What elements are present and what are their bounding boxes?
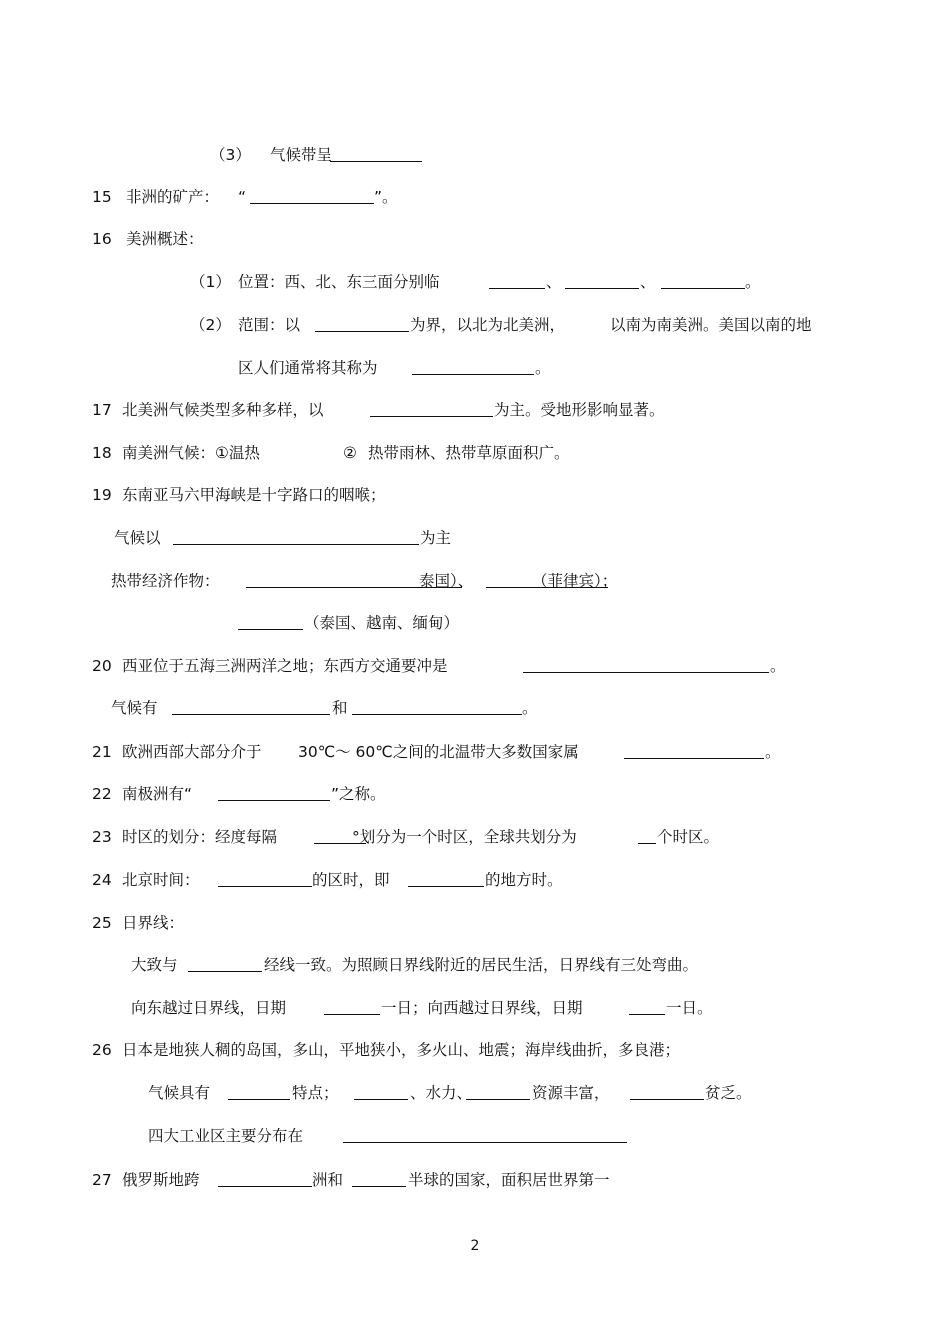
- item-text: 向东越过日界线，日期: [131, 999, 287, 1017]
- question-number: 17: [92, 401, 112, 419]
- question-text: 洲和: [312, 1171, 344, 1189]
- question-number: 24: [92, 871, 112, 889]
- question-text: 个时区。: [657, 828, 720, 846]
- question-text: 30℃～ 60℃之间的北温带大多数国家属: [298, 743, 579, 761]
- question-text: 南极洲有“: [122, 785, 193, 803]
- answer-blank[interactable]: [324, 996, 380, 1015]
- item-text: 和: [332, 699, 348, 717]
- question-number: 22: [92, 785, 112, 803]
- item-marker: （1）: [190, 273, 231, 291]
- item-text: 、水力、: [410, 1084, 473, 1102]
- answer-blank[interactable]: [489, 270, 545, 289]
- answer-blank[interactable]: [352, 696, 522, 715]
- answer-blank[interactable]: [466, 1081, 530, 1100]
- item-text: 为主: [420, 529, 452, 547]
- question-number: 19: [92, 486, 112, 504]
- question-number: 26: [92, 1041, 112, 1059]
- question-text: 非洲的矿产：: [126, 188, 220, 206]
- answer-blank[interactable]: [315, 313, 409, 332]
- question-number: 15: [92, 188, 112, 206]
- item-text: 位置：西、北、东三面分别临: [238, 273, 440, 291]
- question-text: 时区的划分：经度每隔: [122, 828, 278, 846]
- item-marker: （2）: [190, 316, 231, 334]
- item-text: 四大工业区主要分布在: [148, 1127, 304, 1145]
- question-number: 27: [92, 1171, 112, 1189]
- item-text: （泰国、越南、缅甸）: [304, 614, 460, 632]
- item-marker: （3）: [210, 146, 251, 164]
- question-text: 的地方时。: [485, 871, 563, 889]
- answer-blank[interactable]: [629, 996, 665, 1015]
- answer-blank[interactable]: [173, 526, 419, 545]
- question-text: 南美洲气候：①温热: [122, 444, 260, 462]
- item-text: 经线一致。为照顾日界线附近的居民生活，日界线有三处弯曲。: [264, 956, 699, 974]
- question-text: 俄罗斯地跨: [122, 1171, 200, 1189]
- answer-blank[interactable]: [238, 611, 303, 630]
- item-text: 气候具有: [148, 1084, 211, 1102]
- answer-blank[interactable]: [412, 356, 534, 375]
- item-text: 一日。: [666, 999, 713, 1017]
- item-text: 一日；向西越过日界线，日期: [381, 999, 583, 1017]
- answer-blank[interactable]: [638, 825, 656, 844]
- answer-blank[interactable]: [172, 696, 330, 715]
- question-text: 北京时间：: [122, 871, 200, 889]
- answer-blank[interactable]: [330, 143, 422, 162]
- answer-blank[interactable]: [354, 1081, 408, 1100]
- period: 。: [522, 699, 538, 717]
- question-text: ”之称。: [331, 785, 386, 803]
- item-text: 特点；: [292, 1084, 339, 1102]
- answer-blank[interactable]: [343, 1124, 627, 1143]
- question-text: 美洲概述：: [126, 230, 204, 248]
- item-text: 气候有: [111, 699, 158, 717]
- answer-blank[interactable]: [228, 1081, 290, 1100]
- question-number: 18: [92, 444, 112, 462]
- answer-blank[interactable]: [661, 270, 745, 289]
- question-text: 东南亚马六甲海峡是十字路口的咽喉；: [122, 486, 386, 504]
- answer-blank[interactable]: [352, 1168, 406, 1187]
- answer-blank[interactable]: [408, 868, 484, 887]
- item-text: 泰国）、: [419, 572, 474, 590]
- question-number: 16: [92, 230, 112, 248]
- period: 。: [765, 743, 781, 761]
- answer-blank[interactable]: [218, 782, 330, 801]
- quote-close: ”。: [374, 188, 398, 206]
- question-text: 半球的国家，面积居世界第一: [408, 1171, 610, 1189]
- answer-blank[interactable]: [624, 740, 764, 759]
- item-text: 大致与: [131, 956, 178, 974]
- question-text: 欧洲西部大部分介于: [122, 743, 262, 761]
- item-text: 以南为南美洲。美国以南的地: [610, 316, 812, 334]
- answer-blank[interactable]: [370, 398, 493, 417]
- separator: 、: [640, 273, 656, 291]
- question-text: 日本是地狭人稠的岛国，多山，平地狭小，多火山、地震；海岸线曲折，多良港；: [122, 1041, 681, 1059]
- question-text: °划分为一个时区，全球共划分为: [352, 828, 577, 846]
- item-text: 贫乏。: [705, 1084, 752, 1102]
- question-text: 的区时，即: [312, 871, 390, 889]
- item-text: 热带经济作物：: [111, 572, 220, 590]
- question-number: 21: [92, 743, 112, 761]
- item-text: 气候以: [114, 529, 161, 547]
- question-text: 热带雨林、热带草原面积广。: [368, 444, 570, 462]
- item-text: 区人们通常将其称为: [238, 359, 378, 377]
- question-number: 25: [92, 914, 112, 932]
- question-text: 北美洲气候类型多种多样，以: [122, 401, 324, 419]
- period: 。: [745, 273, 761, 291]
- question-text: 日界线：: [122, 914, 185, 932]
- answer-blank[interactable]: [630, 1081, 704, 1100]
- quote-open: “: [238, 188, 247, 206]
- question-text: 西亚位于五海三洲两洋之地；东西方交通要冲是: [122, 657, 448, 675]
- item-text: 为界，以北为北美洲，: [410, 316, 566, 334]
- separator: 、: [546, 273, 562, 291]
- answer-blank[interactable]: [218, 1168, 312, 1187]
- item-text: 范围：以: [238, 316, 301, 334]
- item-text: 资源丰富，: [532, 1084, 610, 1102]
- question-text: 为主。受地形影响显著。: [494, 401, 665, 419]
- page-number: 2: [470, 1238, 480, 1254]
- question-number: 23: [92, 828, 112, 846]
- answer-blank[interactable]: [250, 185, 374, 204]
- item-text: 气候带呈: [270, 146, 333, 164]
- item-text: （菲律宾）；: [532, 572, 618, 590]
- answer-blank[interactable]: [218, 868, 312, 887]
- circled-marker: ②: [343, 444, 357, 462]
- period: 。: [770, 657, 786, 675]
- answer-blank[interactable]: [565, 270, 639, 289]
- answer-blank[interactable]: [523, 654, 769, 673]
- question-number: 20: [92, 657, 112, 675]
- period: 。: [535, 359, 551, 377]
- answer-blank[interactable]: [188, 953, 262, 972]
